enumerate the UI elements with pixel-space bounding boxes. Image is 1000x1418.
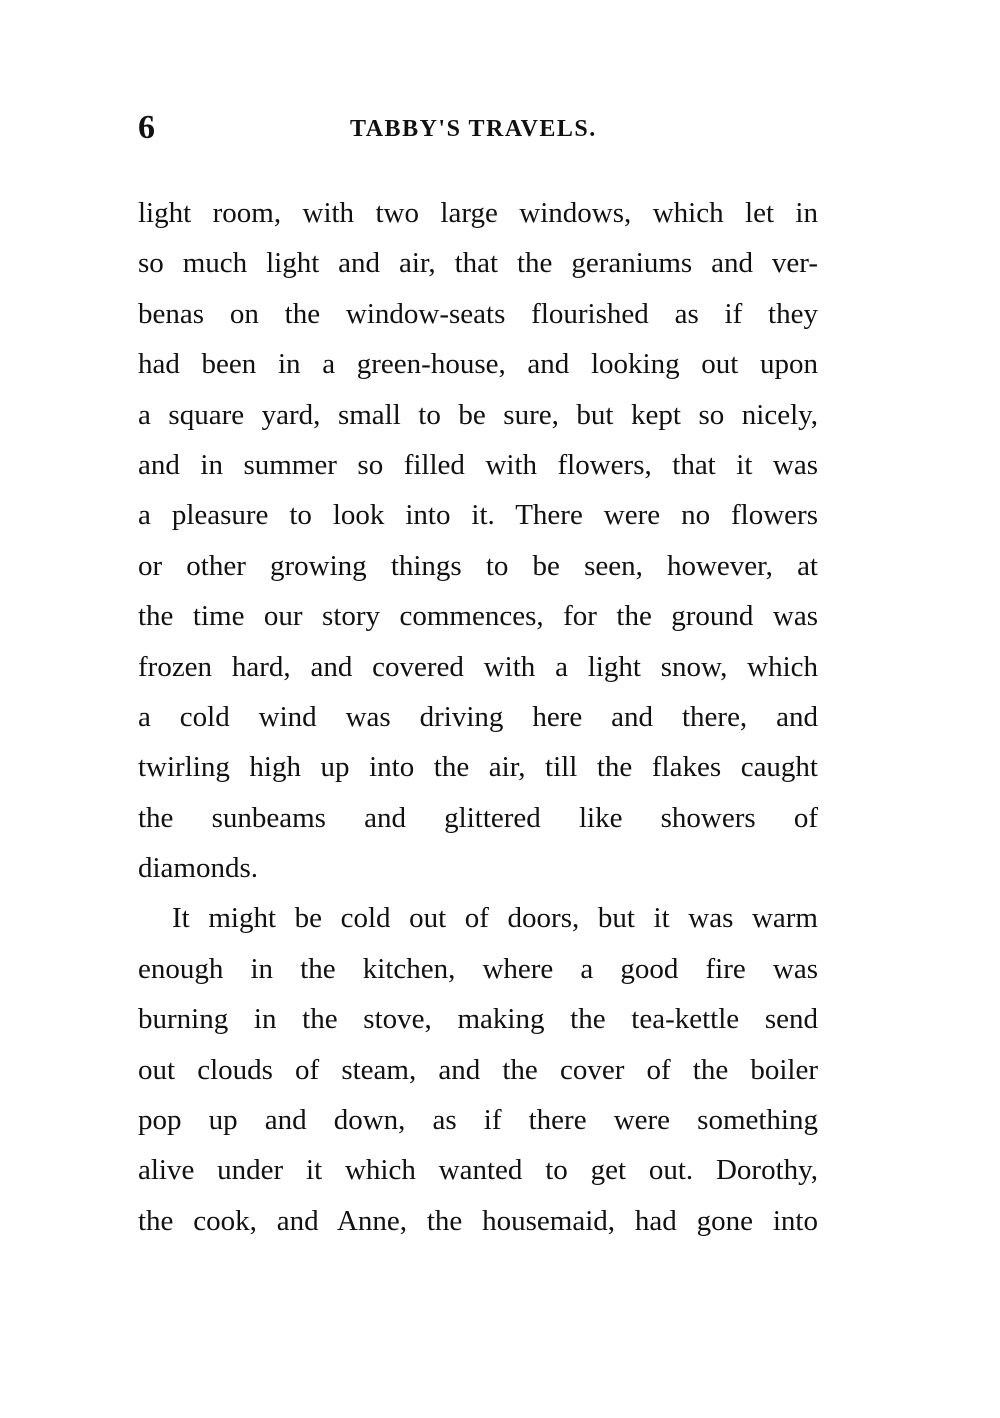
text-line: burning in the stove, making the tea-kettle send xyxy=(138,1003,818,1036)
page-number: 6 xyxy=(138,109,155,146)
text-line: out clouds of steam, and the cover of the boiler xyxy=(138,1053,818,1086)
text-line: pop up and down, as if there were something xyxy=(138,1104,818,1137)
running-title: TABBY'S TRAVELS. xyxy=(350,116,597,142)
text-line: diamonds. xyxy=(138,852,259,885)
text-line: enough in the kitchen, where a good fire was xyxy=(138,952,818,985)
text-line: the sunbeams and glittered like showers of xyxy=(138,801,818,834)
text-line: light room, with two large windows, which let in xyxy=(138,197,818,229)
text-line: and in summer so filled with flowers, that it was xyxy=(138,448,818,481)
text-line: frozen hard, and covered with a light snow, which xyxy=(138,650,818,683)
running-head xyxy=(138,108,818,148)
text-line: a cold wind was driving here and there, and xyxy=(138,700,818,733)
paragraph-start-line: It might be cold out of doors, but it was warm xyxy=(172,902,818,935)
text-line: or other growing things to be seen, however, at xyxy=(138,549,818,582)
text-line: a pleasure to look into it. There were no flowers xyxy=(138,499,818,532)
text-line: the cook, and Anne, the housemaid, had gone into xyxy=(138,1204,818,1237)
text-line: a square yard, small to be sure, but kept so nicely, xyxy=(138,398,818,431)
text-line: the time our story commences, for the ground was xyxy=(138,600,818,633)
text-line: twirling high up into the air, till the flakes caught xyxy=(138,751,818,784)
text-line: benas on the window-seats flourished as if they xyxy=(138,297,818,330)
text-line: so much light and air, that the geraniums and ver- xyxy=(138,247,818,280)
text-line: had been in a green-house, and looking out upon xyxy=(138,348,818,381)
text-line: alive under it which wanted to get out. Dorothy, xyxy=(138,1154,818,1187)
body-text xyxy=(138,188,818,1246)
